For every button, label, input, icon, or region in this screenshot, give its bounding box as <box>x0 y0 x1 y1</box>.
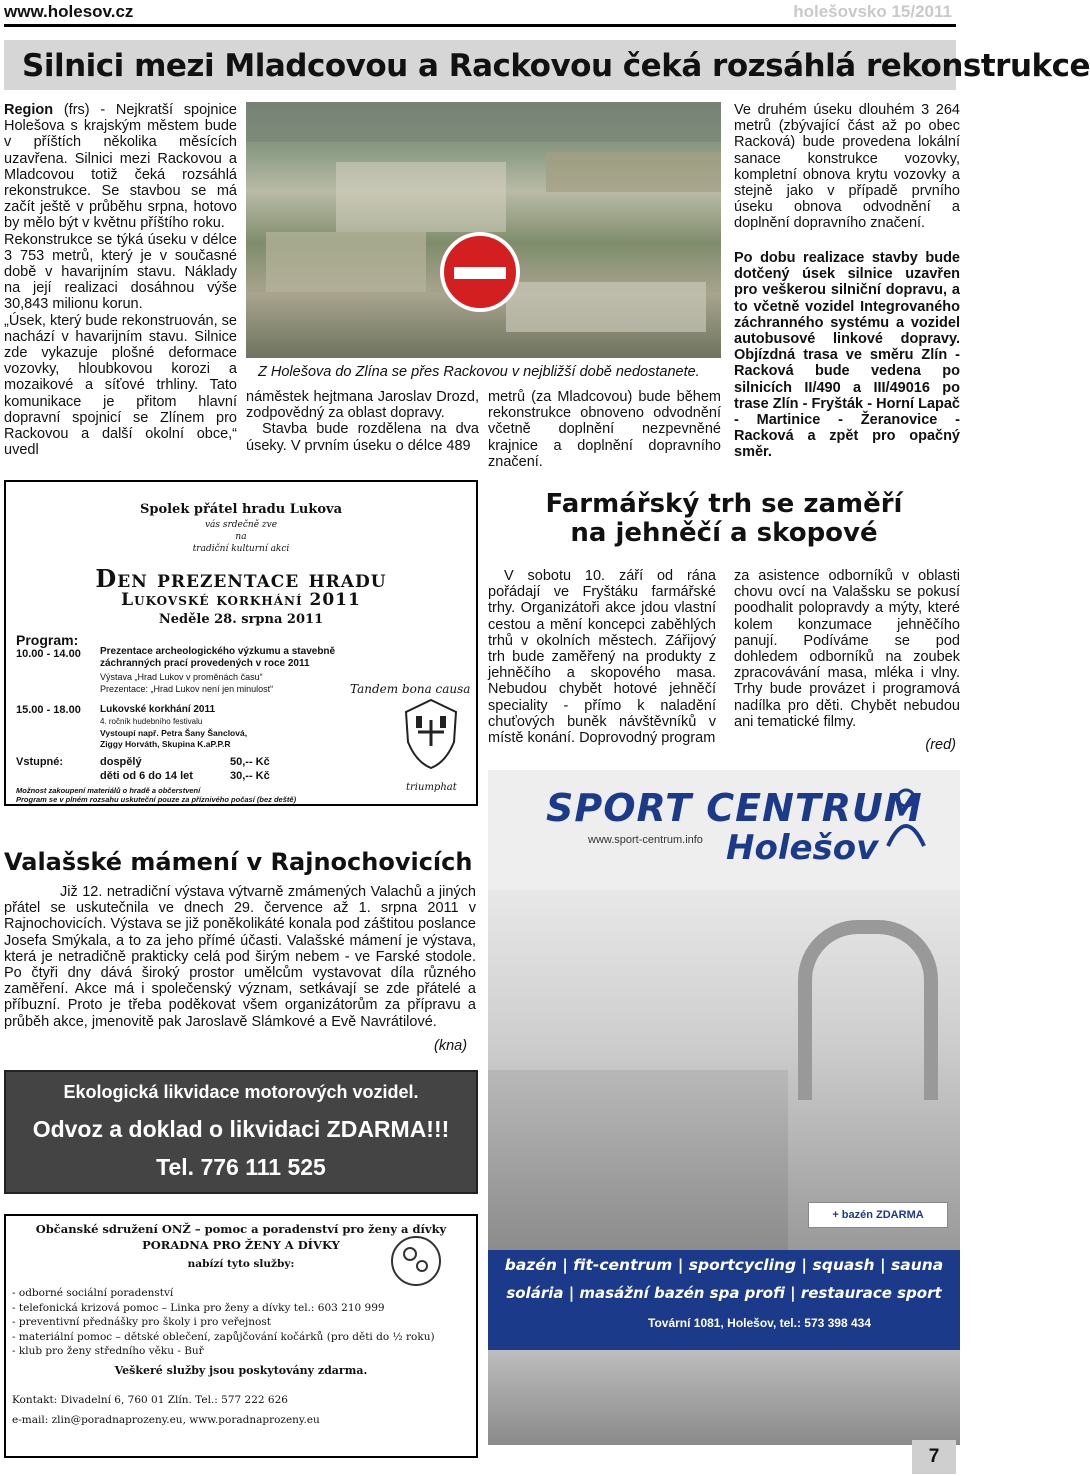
valassko-text: Již 12. netradiční výstava výtvarně zmámených Valachů a jiných přátel se uskutečnila ve dnech 29. července až 1. srpna 2011 v Rajnochovicích. Výstava se již poněkolikáté konala pod záštitou poslance Josefa Smýkala, a to za jeho přímé účasti. Valašské mámení je výstava, která je netradičně prakticky celá pod širým nebem - ve Farské stodole. Po čtyři dny dává široký prostor umělcům vystavovat díla různého zaměření. Akce má i společenský význam, setkávají se zde přátelé a příbuzní. Proto je třeba poděkovat všem organizátorům za přípravu a průběh akce, jmenovitě pak Jaroslavě Slámkové a Evě Navrátilové. <box>4 884 476 1030</box>
list-item: - materiální pomoc – dětské oblečení, zapůjčování kočárků (pro děti do ½ roku) <box>12 1330 435 1343</box>
castle-emblem-icon <box>396 692 466 772</box>
ad-slot-text: Lukovské korkhání 2011 <box>100 704 216 715</box>
ad-title: Občanské sdružení ONŽ – pomoc a poradenství pro ženy a dívky <box>35 1222 447 1236</box>
sport-logo-icon <box>878 786 934 850</box>
ad-slot-time: 10.00 - 14.00 <box>16 648 81 660</box>
main-headline: Silnici mezi Mladcovou a Rackovou čeká rozsáhlá rekonstrukce <box>22 48 1090 84</box>
ad-motto: Tandem bona causa <box>350 682 471 696</box>
sport-services: bazén | fit-centrum | sportcycling | squash | sauna <box>504 1256 944 1274</box>
ad-date: Neděle 28. srpna 2011 <box>158 612 324 627</box>
ad-line: Ekologická likvidace motorových vozidel. <box>63 1082 419 1102</box>
sport-centrum-ad <box>488 770 960 1445</box>
ad-entry-adult-price: 50,-- Kč <box>230 756 270 768</box>
ad-slot-sub: Vystoupí např. Petra Šany Šanclová, Ziggy Horváth, Skupina K.aP.P.R <box>100 728 248 749</box>
mother-child-logo-icon <box>386 1234 446 1288</box>
article-column-3a: Ve druhém úseku dlouhém 3 264 metrů (zbývající část až po obec Racková) bude provedena lokální sanace konstrukce vozovky, kompletní obnova krytu vozovky a stejně jako v případě prvního úseku obnova odvodnění a doplnění dopravního značení. <box>734 102 960 232</box>
ad-slot-sub: Výstava „Hrad Lukov v proměnách času“ <box>100 672 263 682</box>
ad-note: Program se v plném rozsahu uskuteční pouze za příznivého počasí (bez deště) <box>16 795 297 804</box>
ad-entry-label: Vstupné: <box>16 756 64 768</box>
ad-slot-text: Prezentace archeologického výzkumu a stavebně záchranných prací provedených v roce 2011 <box>100 646 336 669</box>
list-item: - telefonická krizová pomoc – Linka pro ženy a dívky tel.: 603 210 999 <box>12 1301 385 1314</box>
paragraph: (frs) - Nejkratší spojnice Holešova s krajským městem bude v příštích několika měsících uzavřena. Silnici mezi Rackovou a Mladcovou totiž čeká rozsáhlá rekonstrukce. Se stavbou se má začít ještě v průběhu srpna, hotovo by mělo být v květnu příštího roku. <box>4 102 237 232</box>
ad-note: Možnost zakoupení materiálů o hradě a občerstvení <box>16 786 201 795</box>
ad-slot-sub: 4. ročník hudebního festivalu <box>100 717 203 726</box>
sport-services: solária | masážní bazén spa profi | restaurace sport <box>506 1284 942 1302</box>
paragraph: „Úsek, který bude rekonstruován, se nachází v havarijním stavu. Silnice zde vykazuje plošné deformace vozovky, hloubkovou korozi a mozaikové a síťové trhliny. Tato komunikace je přitom hlavní dopravní spojnicí se Zlínem pro Rackovou a další okolní obce,“ uvedl <box>4 312 237 459</box>
list-item: - klub pro ženy středního věku - Buř <box>12 1345 204 1358</box>
article-column-3b: Po dobu realizace stavby bude dotčený úsek silnice uzavřen pro veškerou silniční dopravu, a to včetně vozidel Integrovaného záchranného systému a vozidel autobusové linkové dopravy. Objízdná trasa ve směru Zlín - Racková bude vedena po silnicích II/490 a III/49016 po trase Zlín - Fryšták - Horní Lapač - Martinice - Žeranovice - Racková a zpět pro opačný směr. <box>734 250 960 461</box>
article-column-2b: metrů (za Mladcovou) bude během rekonstrukce obnoveno odvodnění včetně doplnění nezpevněné krajnice a doplnění dopravního značení. <box>488 389 721 470</box>
farm-column-b: za asistence odborníků v oblasti chovu ovcí na Valašsku se pokusí poodhalit polopravdy a mýty, které kolem konzumace jehněčího panují. Podíváme se pod dohledem odborníků na zoubek zpracovávání masa, mléka i vlny. Trhy bude provázet i programová nadílka pro děti. Chybět nebudou ani tematické filmy. <box>734 568 960 730</box>
ad-entry-child: děti od 6 do 14 let <box>100 770 193 782</box>
ad-entry-child-price: 30,-- Kč <box>230 770 270 782</box>
ad-phone[interactable]: Tel. 776 111 525 <box>156 1154 326 1180</box>
aerial-photo <box>246 102 721 358</box>
ad-slot-sub: Prezentace: „Hrad Lukov není jen minulost“ <box>100 684 274 694</box>
ad-invite: vás srdečně zve <box>204 520 278 530</box>
sport-address: Tovární 1081, Holešov, tel.: 573 398 434 <box>648 1316 872 1330</box>
list-item: - odborné sociální poradenství <box>12 1287 174 1299</box>
lead-region: Region <box>4 102 54 118</box>
farm-column-a: V sobotu 10. září od rána pořádají ve Fryštáku farmářské trhy. Organizátoři akce jdou vlastní cestou a mění koncepci zaběhlých trhů v okolních městech. Zářijový trh bude zaměřený na produkty z jehněčího a skopového masa. Nebudou chybět hotové jehněčí speciality - přímo k naladění chuťových buněk návštěvníků v místě konání. Doprovodný program <box>488 568 716 747</box>
ad-title-2: Lukovské korkhání 2011 <box>121 590 361 610</box>
ad-free-note: Veškeré služby jsou poskytovány zdarma. <box>114 1364 368 1377</box>
onz-services-list <box>12 1286 474 1359</box>
paragraph: náměstek hejtmana Jaroslav Drozd, zodpovědný za oblast dopravy. <box>246 389 479 422</box>
paragraph: Rekonstrukce se týká úseku v délce 3 753 metrů, který je v současné době v havarijním stavu. Náklady na její realizaci dosáhnou výše 30,843 milionu korun. <box>4 231 237 313</box>
sport-brand: SPORT CENTRUM <box>546 786 923 830</box>
sport-badge: + bazén ZDARMA <box>808 1202 948 1228</box>
article-column-2a <box>246 389 479 454</box>
valassko-signature: (kna) <box>434 1038 468 1054</box>
farm-headline-line: Farmářský trh se zaměří <box>545 489 903 519</box>
list-item: - preventivní přednášky pro školy i pro veřejnost <box>12 1316 271 1329</box>
ad-program-label: Program: <box>16 632 79 648</box>
ad-motto: triumphat <box>406 782 457 793</box>
farm-signature: (red) <box>925 737 956 753</box>
ad-org: Spolek přátel hradu Lukova <box>139 502 343 517</box>
valassko-headline: Valašské mámení v Rajnochovicích <box>4 848 473 876</box>
article-column-1 <box>4 102 237 458</box>
site-url[interactable]: www.holesov.cz <box>4 2 134 21</box>
paragraph: Stavba bude rozdělena na dva úseky. V prvním úseku o délce 489 <box>246 421 479 454</box>
photo-caption: Z Holešova do Zlína se přes Rackovou v nejbližší době nedostanete. <box>258 364 700 380</box>
ad-slot-time: 15.00 - 18.00 <box>16 704 81 716</box>
sport-city: Holešov <box>726 828 879 868</box>
ad-invite: na <box>235 532 247 542</box>
vehicle-disposal-ad <box>4 1070 478 1194</box>
ad-line: Odvoz a doklad o likvidaci ZDARMA!!! <box>32 1116 450 1142</box>
onz-counseling-ad <box>4 1214 478 1458</box>
ad-offer: nabízí tyto služby: <box>187 1258 295 1270</box>
ad-title: Den prezentace hradu <box>95 564 387 593</box>
page-number: 7 <box>912 1440 956 1474</box>
ad-contact-email[interactable]: e-mail: zlin@poradnaprozeny.eu, www.poradnaprozeny.eu <box>12 1414 320 1426</box>
sport-web[interactable]: www.sport-centrum.info <box>588 834 703 846</box>
header-rule <box>4 24 956 27</box>
lukov-castle-ad <box>4 480 478 806</box>
farm-headline <box>488 490 960 548</box>
ad-entry-adult: dospělý <box>100 756 142 768</box>
ad-contact: Kontakt: Divadelní 6, 760 01 Zlín. Tel.: 577 222 626 <box>12 1394 288 1406</box>
ad-invite: tradiční kulturní akci <box>192 544 290 554</box>
issue-label: holešovsko 15/2011 <box>793 2 952 21</box>
no-entry-sign-icon <box>440 232 520 312</box>
farm-headline-line: na jehněčí a skopové <box>570 518 878 548</box>
ad-title-2: PORADNA PRO ŽENY A DÍVKY <box>142 1238 340 1252</box>
